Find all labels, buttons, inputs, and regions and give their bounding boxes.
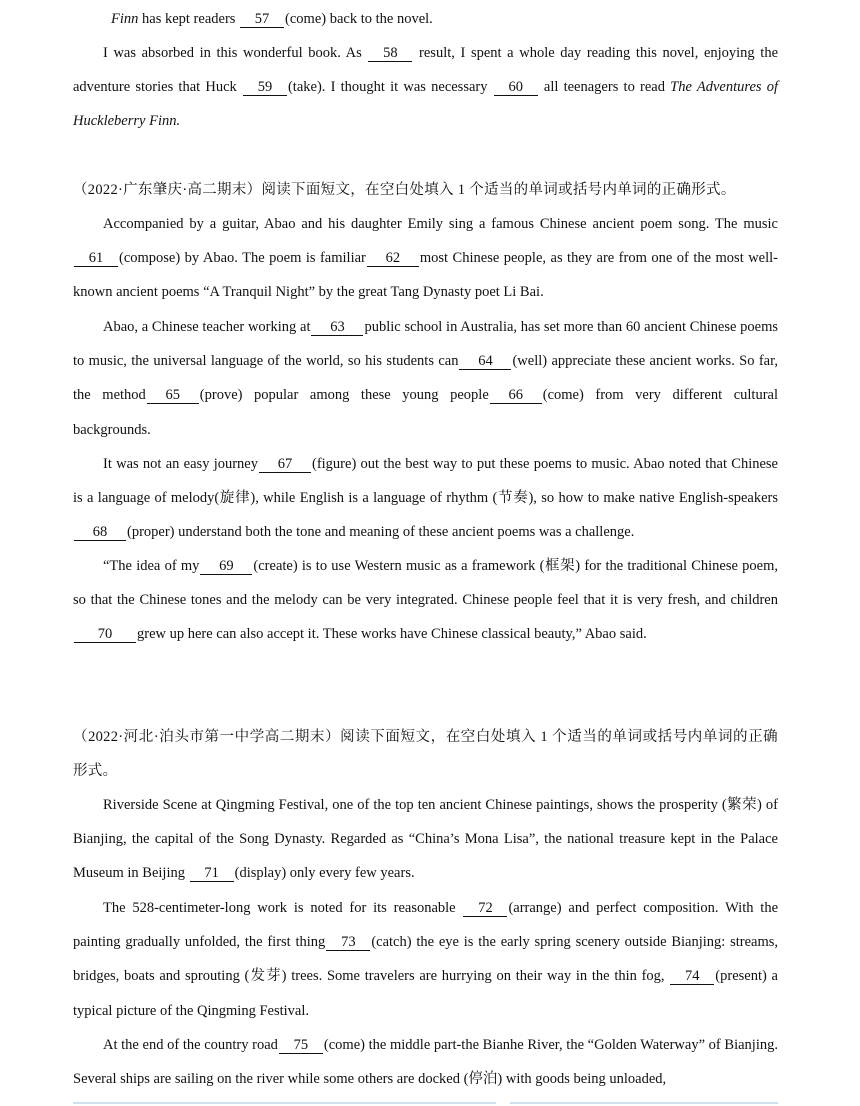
- text: (compose) by Abao. The poem is familiar: [119, 250, 366, 267]
- blank-65[interactable]: 65: [147, 387, 199, 404]
- blank-73[interactable]: 73: [326, 934, 370, 951]
- text: (proper) understand both the tone and meaning of these ancient poems was a challenge.: [127, 524, 635, 541]
- blank-70[interactable]: 70: [74, 626, 136, 643]
- blank-69[interactable]: 69: [200, 558, 252, 575]
- text: Riverside Scene at Qingming Festival, one of the top ten ancient Chinese paintings, shows the prosperity (繁荣) of Bianjing, the capital of the Song Dynasty. Regarded as “China’s Mona Lisa”, the national treasure kept in the Palace Museum in Beijing: [73, 797, 778, 882]
- text: (arrange) and perfect composition. With the painting gradually unfolded, the first thing: [73, 900, 779, 951]
- paragraph-absorbed: [73, 36, 778, 139]
- blank-71[interactable]: 71: [190, 865, 234, 882]
- paragraph-abao-teacher: [73, 310, 778, 447]
- paragraph-centimeter: [73, 891, 778, 1028]
- blank-61[interactable]: 61: [74, 250, 118, 267]
- text: (present) a typical picture of the Qingming Festival.: [73, 968, 778, 1019]
- text: (come) back to the novel.: [285, 11, 433, 27]
- text: At the end of the country road: [103, 1037, 278, 1053]
- text: (prove) popular among these young people: [199, 387, 489, 404]
- text: (come) the middle part-the Bianhe River, the “Golden Waterway” of Bianjing. Several ships are sailing on the river while some others are docked (停泊) with goods being unloaded,: [73, 1037, 778, 1088]
- paragraph-accompanied: [73, 207, 778, 310]
- text: (figure) out the best way to put these poems to music. Abao noted that Chinese is a language of melody(旋律), while English is a language of rhythm (节奏), so how to make native English-speakers: [73, 456, 778, 507]
- text: (catch) the eye is the early spring scenery outside Bianjing: streams, bridges, boats and sprouting (发芽) trees. Some travelers are hurrying on their way in the thin fog,: [73, 934, 779, 985]
- text: grew up here can also accept it. These works have Chinese classical beauty,” Abao said.: [137, 626, 647, 643]
- text: has kept readers: [142, 11, 236, 27]
- footer-divider: [73, 1102, 778, 1104]
- paragraph-journey: [73, 447, 778, 550]
- blank-72[interactable]: 72: [463, 900, 507, 917]
- text: Abao, a Chinese teacher working at: [103, 319, 311, 335]
- text: I was absorbed in this wonderful book. As: [103, 45, 362, 61]
- text: It was not an easy journey: [103, 456, 258, 472]
- blank-58[interactable]: 58: [368, 45, 412, 62]
- text: (display) only every few years.: [234, 865, 415, 882]
- italic-title: Finn: [111, 11, 139, 27]
- text: (well) appreciate these ancient works. So far, the method: [73, 353, 778, 404]
- text: all teenagers to read: [543, 79, 665, 96]
- text: (take). I thought it was necessary: [287, 79, 488, 96]
- blank-68[interactable]: 68: [74, 524, 126, 541]
- paragraph-country-road: [73, 1028, 778, 1096]
- paragraph-riverside: [73, 788, 778, 891]
- text: (come) from very different cultural backgrounds.: [73, 387, 778, 438]
- blank-62[interactable]: 62: [367, 250, 419, 267]
- section-source-2: （2022·河北·泊头市第一中学高二期末）阅读下面短文，在空白处填入 1 个适当的单词或括号内单词的正确形式。: [73, 729, 778, 780]
- italic-title: The Adventures of Huckleberry Finn.: [73, 79, 779, 130]
- blank-63[interactable]: 63: [311, 319, 363, 336]
- text: public school in Australia, has set more than 60 ancient Chinese poems to music, the universal language of the world, so his students can: [73, 319, 779, 370]
- paragraph-idea: [73, 549, 778, 652]
- blank-74[interactable]: 74: [670, 968, 714, 985]
- paragraph-finn: [73, 2, 778, 36]
- text: The 528-centimeter-long work is noted for its reasonable: [103, 900, 456, 916]
- blank-60[interactable]: 60: [494, 79, 538, 96]
- blank-64[interactable]: 64: [459, 353, 511, 370]
- text: “The idea of my: [103, 558, 200, 574]
- blank-59[interactable]: 59: [243, 79, 287, 96]
- section-source-1: （2022·广东肇庆·高二期末）阅读下面短文，在空白处填入 1 个适当的单词或括号内单词的正确形式。: [73, 182, 736, 198]
- text: most Chinese people, as they are from one of the most well-known ancient poems “A Tranquil Night” by the great Tang Dynasty poet Li Bai.: [73, 250, 778, 301]
- blank-75[interactable]: 75: [279, 1037, 323, 1054]
- blank-67[interactable]: 67: [259, 456, 311, 473]
- text: Accompanied by a guitar, Abao and his daughter Emily sing a famous Chinese ancient poem song. The music: [103, 216, 778, 232]
- blank-66[interactable]: 66: [490, 387, 542, 404]
- text: (create) is to use Western music as a framework (框架) for the traditional Chinese poem, so that the Chinese tones and the melody can be very integrated. Chinese people feel that it is very fresh, and children: [73, 558, 778, 609]
- text: result, I spent a whole day reading this novel, enjoying the adventure stories that Huck: [73, 45, 779, 96]
- blank-57[interactable]: 57: [240, 11, 284, 28]
